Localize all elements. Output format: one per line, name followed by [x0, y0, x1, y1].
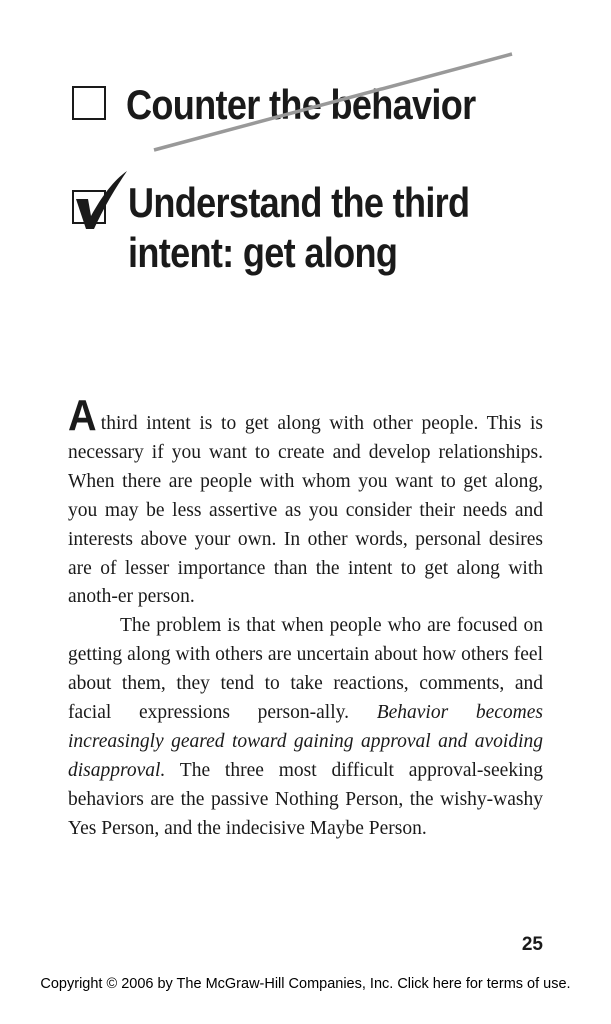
body-text: [68, 391, 543, 844]
paragraph-1-text: third intent is to get along with other people. This is necessary if you want to create and develop relationships. When there are people with whom you want to get along, you may be less assertive as you consider their needs and interests above your own. In other words, personal desires are of lesser importance than the intent to get along with anoth-er person.: [68, 413, 543, 608]
empty-checkbox-icon: [72, 86, 106, 120]
heading-line-2: intent: get along: [128, 229, 398, 276]
checkmark-icon: [64, 166, 134, 232]
paragraph-2-start: The problem is that when people who are focused on getting along with others are uncertain about how others feel about them, they tend to take reactions, comments, and facial expressions person-ally.: [68, 615, 543, 724]
paragraph-2-end: The three most difficult approval-seeking behaviors are the passive Nothing Person, the wishy-washy Yes Person, and the indecisive Maybe Person.: [68, 759, 543, 839]
paragraph-1: [68, 391, 543, 612]
page-number: 25: [521, 934, 543, 955]
heading-third-intent: [128, 178, 469, 278]
paragraph-2-italic: Behavior becomes increasingly geared toward gaining approval and avoiding disapproval.: [68, 702, 543, 781]
heading-counter-behavior: Counter the behavior: [126, 81, 476, 128]
copyright-notice[interactable]: Copyright © 2006 by The McGraw-Hill Companies, Inc. Click here for terms of use.: [40, 976, 571, 992]
drop-cap: A: [68, 391, 96, 440]
heading-line-1: Understand the third: [128, 179, 470, 226]
strikethrough-line-icon: [150, 50, 520, 160]
paragraph-2: [68, 612, 543, 843]
